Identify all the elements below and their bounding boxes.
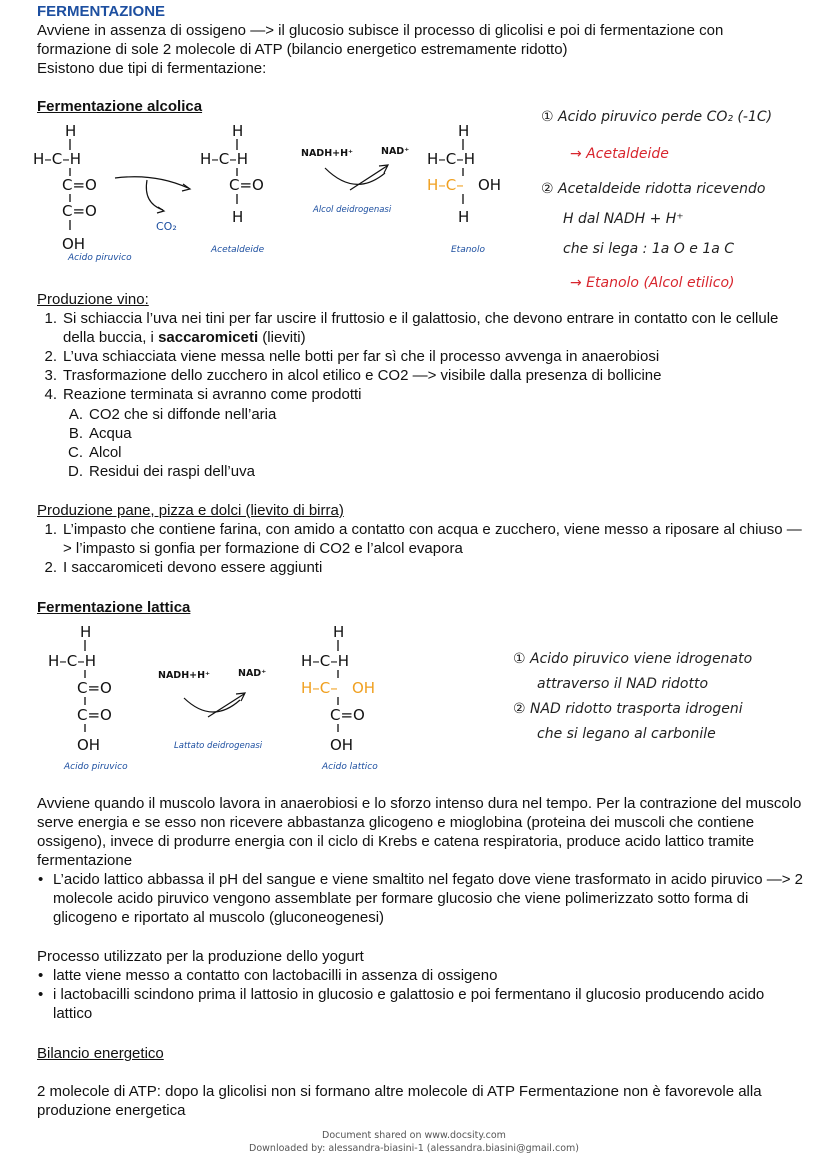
vino-list xyxy=(37,309,807,404)
svg-text:H–C–H: H–C–H xyxy=(200,150,249,168)
svg-text:H: H xyxy=(65,122,77,140)
yogurt-intro: Processo utilizzato per la produzione dello yogurt xyxy=(37,948,364,965)
lactic-fermentation-diagram xyxy=(40,620,460,775)
svg-text:OH: OH xyxy=(330,736,354,754)
label-nadh-2: NADH+H⁺ xyxy=(158,670,211,681)
yogurt-bullets xyxy=(37,966,807,1023)
svg-text:H: H xyxy=(458,122,470,140)
svg-text:H: H xyxy=(232,122,244,140)
svg-text:H–C–: H–C– xyxy=(427,176,464,194)
label-acido-piruvico-2: Acido piruvico xyxy=(64,762,128,772)
intro-paragraph xyxy=(37,21,807,78)
label-co2: CO₂ xyxy=(156,220,177,233)
list-item: 2. I saccaromiceti devono essere aggiunti xyxy=(44,559,323,576)
intro-line-3: Esistono due tipi di fermentazione: xyxy=(37,60,267,77)
label-lattato-deidrogenasi: Lattato deidrogenasi xyxy=(174,741,263,751)
svg-text:C=O: C=O xyxy=(77,679,112,697)
note-lattica-4: che si legano al carbonile xyxy=(537,726,716,742)
label-nad-2: NAD⁺ xyxy=(238,668,267,679)
label-nadh-1: NADH+H⁺ xyxy=(301,148,354,159)
intro-line-1: Avviene in assenza di ossigeno —> il glucosio subisce il processo di glicolisi e poi di fermentazione con xyxy=(37,22,724,39)
list-item: 1. L’impasto che contiene farina, con amido a contatto con acqua e zucchero, viene messo a riposare al chiuso —> l’impasto si gonfia per formazione di CO2 e l’alcol evapora xyxy=(44,521,802,557)
list-item: • i lactobacilli scindono prima il lattosio in glucosio e galattosio e poi fermentano il glucosio producendo acido lattico xyxy=(38,986,765,1022)
list-item: 1. Si schiaccia l’uva nei tini per far uscire il fruttosio e il galattosio, che devono entrare in contatto con le cellule della buccia, i saccaromiceti (lieviti) xyxy=(44,310,779,346)
svg-text:C=O: C=O xyxy=(229,176,264,194)
muscolo-bullets xyxy=(37,870,807,927)
note-alcolica-1: ① Acido piruvico perde CO₂ (-1C) xyxy=(541,109,773,125)
note-alcolica-3: ② Acetaldeide ridotta ricevendo xyxy=(541,181,766,197)
svg-text:H–C–: H–C– xyxy=(301,679,338,697)
alcoholic-fermentation-diagram xyxy=(25,118,545,268)
footer xyxy=(0,1129,828,1155)
label-etanolo: Etanolo xyxy=(451,245,485,255)
list-item: • latte viene messo a contatto con lactobacilli in assenza di ossigeno xyxy=(38,967,498,984)
pane-list xyxy=(37,520,807,577)
svg-text:H–C–H: H–C–H xyxy=(427,150,476,168)
svg-text:H: H xyxy=(232,208,244,226)
heading-produzione-pane: Produzione pane, pizza e dolci (lievito di birra) xyxy=(37,502,344,519)
heading-fermentazione-lattica: Fermentazione lattica xyxy=(37,599,191,616)
note-lattica-2: attraverso il NAD ridotto xyxy=(537,676,709,692)
svg-text:H–C–H: H–C–H xyxy=(48,652,97,670)
label-acetaldeide: Acetaldeide xyxy=(211,245,265,255)
label-acido-piruvico-1: Acido piruvico xyxy=(68,253,132,263)
svg-text:H: H xyxy=(80,623,92,641)
svg-text:OH: OH xyxy=(352,679,376,697)
heading-fermentazione-alcolica: Fermentazione alcolica xyxy=(37,98,203,115)
list-item: A. CO2 che si diffonde nell’aria xyxy=(68,406,277,423)
svg-text:C=O: C=O xyxy=(62,176,97,194)
note-alcolica-6: → Etanolo (Alcol etilico) xyxy=(570,275,735,291)
footer-line-2: Downloaded by: alessandra-biasini-1 (alessandra.biasini@gmail.com) xyxy=(249,1143,579,1154)
svg-text:H–C–H: H–C–H xyxy=(33,150,82,168)
note-alcolica-5: che si lega : 1a O e 1a C xyxy=(563,241,735,257)
list-item: 2. L’uva schiacciata viene messa nelle botti per far sì che il processo avvenga in anaerobiosi xyxy=(44,348,660,365)
list-item: 4. Reazione terminata si avranno come prodotti xyxy=(44,386,362,403)
svg-text:H: H xyxy=(333,623,345,641)
intro-line-2: formazione di sole 2 molecole di ATP (bilancio energetico estremamente ridotto) xyxy=(37,41,568,58)
list-item: B. Acqua xyxy=(68,425,132,442)
heading-produzione-vino: Produzione vino: xyxy=(37,291,149,308)
note-lattica-1: ① Acido piruvico viene idrogenato xyxy=(513,651,753,667)
note-alcolica-4: H dal NADH + H⁺ xyxy=(563,211,684,227)
vino-sublist xyxy=(63,405,763,481)
label-nad-1: NAD⁺ xyxy=(381,146,410,157)
label-acido-lattico: Acido lattico xyxy=(322,762,378,772)
svg-text:C=O: C=O xyxy=(330,706,365,724)
list-item: C. Alcol xyxy=(68,444,122,461)
list-item: D. Residui dei raspi dell’uva xyxy=(68,463,255,480)
footer-line-1: Document shared on www.docsity.com xyxy=(322,1130,506,1141)
muscolo-paragraph: Avviene quando il muscolo lavora in anaerobiosi e lo sforzo intenso dura nel tempo. Per la contrazione del muscolo serve energia e se esso non ricevere abbastanza glicogeno e mioglobina (proteina dei muscoli che contiene ossigeno), invece di produrre energia con il ciclo di Krebs e catena respiratoria, produce acido lattico tramite fermentazione xyxy=(37,795,802,869)
svg-text:H–C–H: H–C–H xyxy=(301,652,350,670)
page-title: FERMENTAZIONE xyxy=(37,3,166,20)
svg-text:OH: OH xyxy=(62,235,86,253)
svg-text:OH: OH xyxy=(77,736,101,754)
label-alcol-deidrogenasi: Alcol deidrogenasi xyxy=(313,205,392,215)
heading-bilancio-energetico: Bilancio energetico xyxy=(37,1045,164,1062)
note-alcolica-2: → Acetaldeide xyxy=(570,146,669,162)
svg-text:C=O: C=O xyxy=(62,202,97,220)
bilancio-text: 2 molecole di ATP: dopo la glicolisi non si formano altre molecole di ATP Fermentazione non è favorevole alla produzione energetica xyxy=(37,1083,762,1119)
svg-text:H: H xyxy=(458,208,470,226)
list-item: • L’acido lattico abbassa il pH del sangue e viene smaltito nel fegato dove viene trasformato in acido piruvico —> 2 molecole acido piruvico vengono assemblate per formare glucosio che viene polimerizzato sotto forma di glicogeno e riportato al muscolo (gluconeogenesi) xyxy=(38,871,804,926)
note-lattica-3: ② NAD ridotto trasporta idrogeni xyxy=(513,701,743,717)
svg-text:OH: OH xyxy=(478,176,502,194)
svg-text:C=O: C=O xyxy=(77,706,112,724)
list-item: 3. Trasformazione dello zucchero in alcol etilico e CO2 —> visibile dalla presenza di bollicine xyxy=(44,367,662,384)
